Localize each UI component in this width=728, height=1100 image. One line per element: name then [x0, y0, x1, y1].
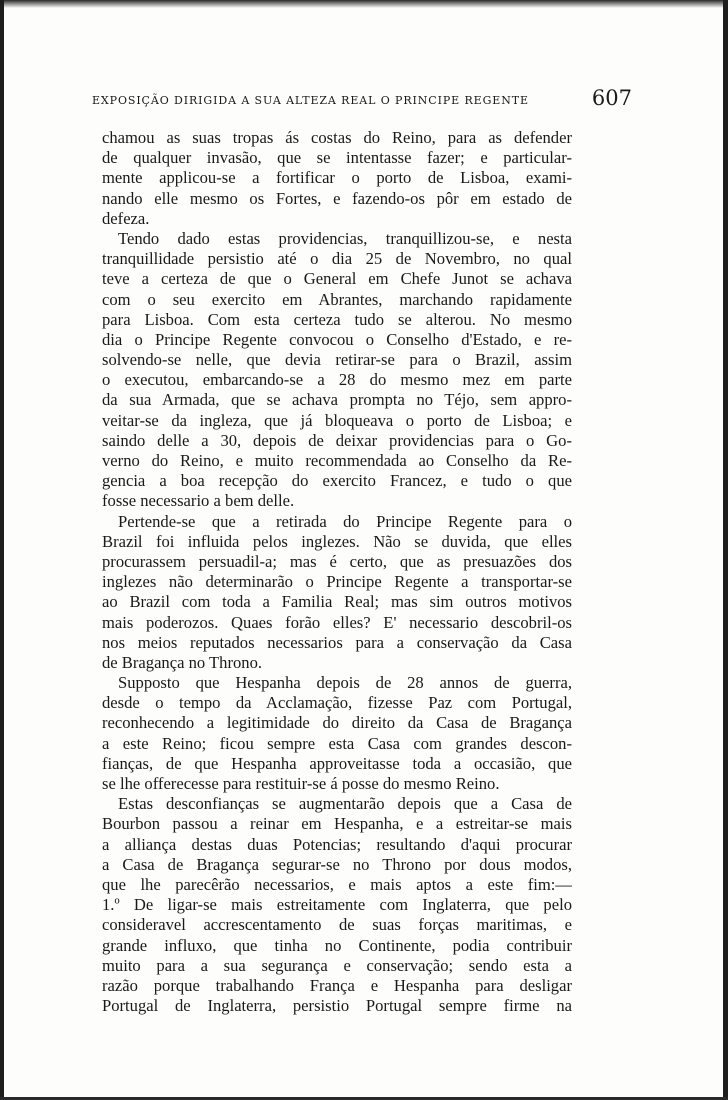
- body-text: [102, 128, 572, 1016]
- text-line: fosse necessario a bem delle.: [102, 491, 295, 511]
- text-line: chamou as suas tropas ás costas do Reino, para as defender: [102, 128, 572, 147]
- text-line: a Casa de Bragança segurar-se no Throno por dous modos,: [102, 854, 572, 874]
- text-line: de Bragança no Throno.: [102, 652, 263, 672]
- text-line: procurassem persuadil-a; mas é certo, que as presuazões dos: [102, 551, 572, 571]
- scan-edge-top: [0, 0, 728, 8]
- page-header: [92, 86, 632, 110]
- running-title: EXPOSIÇÃO DIRIGIDA A SUA ALTEZA REAL O PRINCIPE REGENTE: [92, 94, 529, 107]
- text-line: para Lisboa. Com esta certeza tudo se alterou. No mesmo: [102, 309, 572, 329]
- scan-edge-left: [0, 0, 4, 1100]
- text-line: saindo delle a 30, depois de deixar providencias para o Go-: [102, 430, 572, 450]
- text-line: muito para a sua segurança e conservação; sendo esta a: [102, 955, 572, 975]
- text-line: gencia a boa recepção do exercito Francez, e tudo o que: [102, 471, 572, 491]
- text-line: dia o Principe Regente convocou o Conselho d'Estado, e re-: [102, 329, 572, 349]
- text-line: com o seu exercito em Abrantes, marchando rapidamente: [102, 289, 572, 309]
- text-line: mais poderozos. Quaes forão elles? E' necessario descobril-os: [102, 612, 572, 632]
- text-line: reconhecendo a legitimidade do direito da Casa de Bragança: [102, 713, 572, 733]
- text-line: Pertende-se que a retirada do Principe Regente para o: [118, 511, 572, 531]
- text-line: fianças, de que Hespanha approveitasse toda a occasião, que: [102, 753, 572, 773]
- text-line: teve a certeza de que o General em Chefe Junot se achava: [102, 269, 572, 289]
- text-line: da sua Armada, que se achava prompta no Téjo, sem appro-: [102, 390, 572, 410]
- page-number: 607: [591, 86, 632, 110]
- text-line: razão porque trabalhando França e Hespanha para desligar: [102, 975, 572, 995]
- text-line: mente applicou-se a fortificar o porto de Lisboa, exami-: [102, 168, 572, 188]
- text-line: defeza.: [102, 208, 150, 228]
- text-line: consideravel accrescentamento de suas forças maritimas, e: [102, 915, 572, 935]
- text-line: se lhe offerecesse para restituir-se á posse do mesmo Reino.: [102, 774, 500, 793]
- text-line: ao Brazil com toda a Familia Real; mas sim outros motivos: [102, 592, 572, 612]
- text-line: a alliança destas duas Potencias; resultando d'aqui procurar: [102, 834, 572, 854]
- text-line: Supposto que Hespanha depois de 28 annos de guerra,: [118, 673, 572, 693]
- text-line: solvendo-se nelle, que devia retirar-se para o Brazil, assim: [102, 350, 572, 370]
- text-line: tranquillidade persistio até o dia 25 de Novembro, no qual: [102, 249, 572, 269]
- text-line: Brazil foi influida pelos inglezes. Não se duvida, que elles: [102, 531, 572, 551]
- text-line: veitar-se da ingleza, que já bloqueava o porto de Lisboa; e: [102, 410, 572, 430]
- text-line: Tendo dado estas providencias, tranquillizou-se, e nesta: [118, 228, 572, 248]
- text-line: nando elle mesmo os Fortes, e fazendo-os pôr em estado de: [102, 188, 572, 208]
- text-line: desde o tempo da Acclamação, fizesse Paz com Portugal,: [102, 693, 572, 713]
- text-line: a este Reino; ficou sempre esta Casa com grandes descon-: [102, 733, 572, 753]
- text-line: Bourbon passou a reinar em Hespanha, e a estreitar-se mais: [102, 814, 572, 834]
- text-line: de qualquer invasão, que se intentasse fazer; e particular-: [102, 148, 572, 168]
- text-line: Estas desconfianças se augmentarão depois que a Casa de: [118, 794, 572, 814]
- text-line: verno do Reino, e muito recommendada ao Conselho da Re-: [102, 451, 572, 470]
- scan-edge-right: [723, 0, 728, 1100]
- text-line: 1.º De ligar-se mais estreitamente com Inglaterra, que pelo: [102, 895, 572, 915]
- text-line: inglezes não determinarão o Principe Regente a transportar-se: [102, 572, 572, 592]
- text-line: que lhe parecêrão necessarios, e mais aptos a este fim:—: [102, 874, 572, 894]
- text-line: o executou, embarcando-se a 28 do mesmo mez em parte: [102, 370, 572, 390]
- text-line: grande influxo, que tinha no Continente, podia contribuir: [102, 935, 572, 955]
- text-line: Portugal de Inglaterra, persistio Portugal sempre firme na: [102, 996, 572, 1016]
- text-line: nos meios reputados necessarios para a conservação da Casa: [102, 632, 572, 652]
